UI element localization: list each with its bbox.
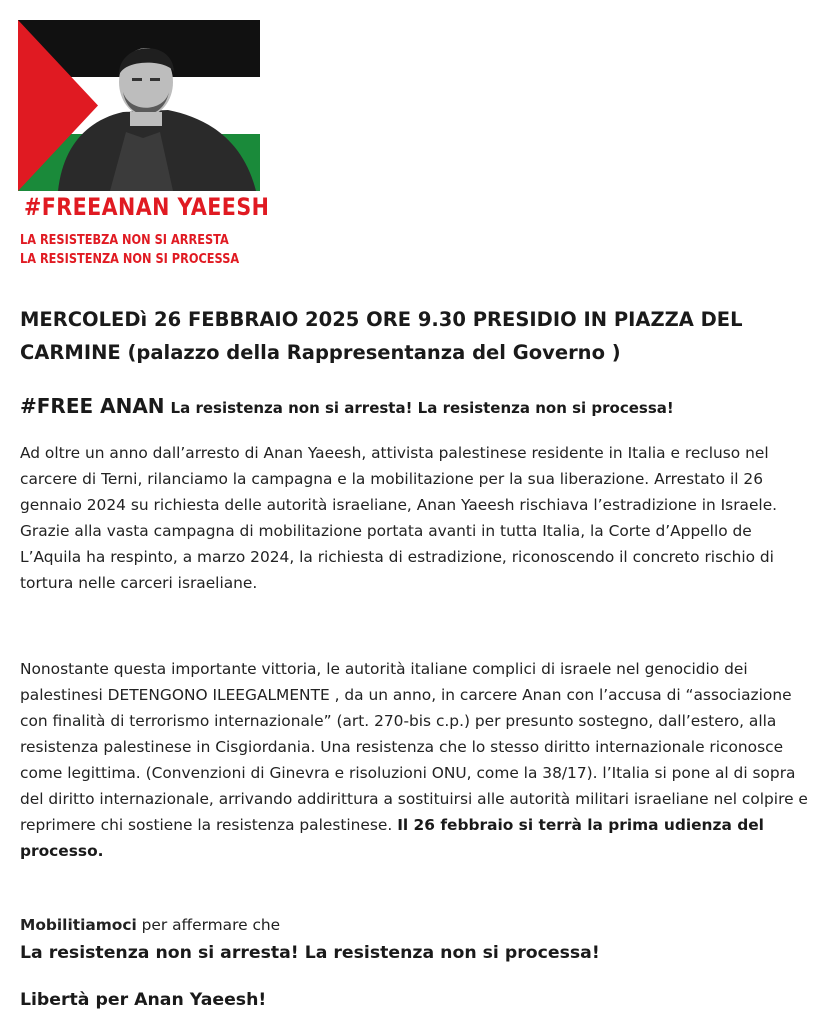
closing-slogan: La resistenza non si arresta! La resistenza non si processa! [20, 943, 600, 963]
campaign-slogan-line-2: LA RESISTENZA NON SI PROCESSA [20, 251, 240, 267]
free-anan-subtitle: La resistenza non si arresta! La resistenza non si processa! [170, 399, 674, 417]
free-anan-tag: #FREE ANAN [20, 394, 165, 418]
body-paragraph-1: Ad oltre un anno dall’arresto di Anan Yaeesh, attivista palestinese residente in Italia e recluso nel carcere di Terni, rilanciamo la campagna e la mobilitazione per la sua liberazione. Arrestato il 26 gennaio 2024 su richiesta delle autorità israeliane, Anan Yaeesh rischiava l’estradizione in Israele. Grazie alla vasta campagna di mobilitazione portata avanti in tutta Italia, la Corte d’Appello de L’Aquila ha respinto, a marzo 2024, la richiesta di estradizione, riconoscendo il concreto rischio di tortura nelle carceri israeliane. [20, 444, 778, 592]
body-paragraph-2 [20, 656, 810, 864]
call-to-action-rest: per affermare che [136, 916, 281, 934]
campaign-slogan-line-1: LA RESISTEBZA NON SI ARRESTA [20, 232, 229, 248]
campaign-hashtag-title: #FREEANAN YAEESH [24, 193, 270, 221]
palestinian-flag-graphic [18, 20, 260, 191]
call-to-action-bold: Mobilitiamoci [20, 916, 137, 934]
free-anan-heading [20, 394, 810, 418]
campaign-portrait-image [18, 20, 260, 191]
body-paragraph-2-text: Nonostante questa importante vittoria, le autorità italiane complici di israele nel genocidio dei palestinesi DETENGONO ILEEGALMENTE , da un anno, in carcere Anan con l’accusa di “associazione con finalità di terrorismo internazionale” (art. 270-bis c.p.) per presunto sostegno, dall’estero, alla resistenza palestinese in Cisgiordania. Una resistenza che lo stesso diritto internazionale riconosce come legittima. (Convenzioni di Ginevra e risoluzioni ONU, come la 38/17). l’Italia si pone al di sopra del diritto internazionale, arrivando addirittura a sostituirsi alle autorità militari israeliane nel colpire e reprimere chi sostiene la resistenza palestinese. [20, 660, 808, 834]
call-to-action [20, 912, 810, 938]
event-heading: MERCOLEDì 26 FEBBRAIO 2025 ORE 9.30 PRESIDIO IN PIAZZA DEL CARMINE (palazzo della Rappresentanza del Governo ) [20, 308, 743, 364]
hearing-date-note: Il 26 febbraio si terrà la prima udienza del processo. [20, 816, 764, 860]
closing-line: Libertà per Anan Yaeesh! [20, 990, 267, 1010]
